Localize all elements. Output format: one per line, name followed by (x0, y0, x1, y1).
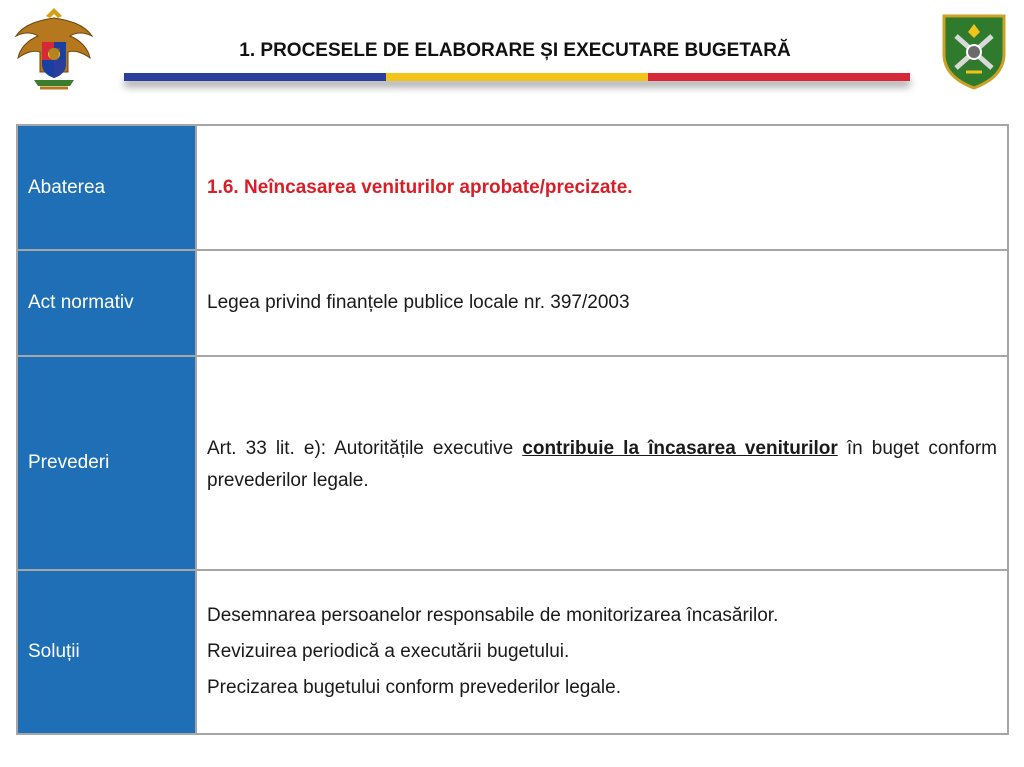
prevederi-text-before: Art. 33 lit. e): Autoritățile executive (207, 438, 523, 459)
row-label: Soluții (17, 570, 196, 734)
table-row (17, 356, 1008, 570)
row-label: Prevederi (17, 356, 196, 570)
row-content (196, 125, 1008, 250)
row-content (196, 356, 1008, 570)
solutie-line: Precizarea bugetului conform prevederilor legale. (207, 677, 622, 698)
prevederi-emphasis: contribuie la încasarea veniturilor (522, 438, 838, 459)
solutie-line: Revizuirea periodică a executării bugetului. (207, 641, 570, 662)
solutie-line: Desemnarea persoanelor responsabile de monitorizarea încasărilor. (207, 605, 779, 626)
row-label: Act normativ (17, 250, 196, 356)
row-content: Legea privind finanțele publice locale nr. 397/2003 (196, 250, 1008, 356)
table-row (17, 570, 1008, 734)
table-row (17, 125, 1008, 250)
moldova-coat-of-arms-icon (10, 2, 98, 98)
page-title: 1. PROCESELE DE ELABORARE ȘI EXECUTARE BUGETARĂ (239, 40, 791, 61)
tricolor-yellow (386, 73, 648, 81)
tricolor-blue (124, 73, 386, 81)
prevederi-text-after: în buget conform prevederilor legale. (207, 438, 997, 491)
tricolor-bar (124, 73, 910, 81)
abatere-text: 1.6. Neîncasarea veniturilor aprobate/precizate. (207, 176, 633, 198)
row-label: Abaterea (17, 125, 196, 250)
district-coat-of-arms-icon (938, 10, 1010, 90)
row-content (196, 570, 1008, 734)
tricolor-red (648, 73, 910, 81)
table-row (17, 250, 1008, 356)
budget-table (16, 124, 1009, 735)
